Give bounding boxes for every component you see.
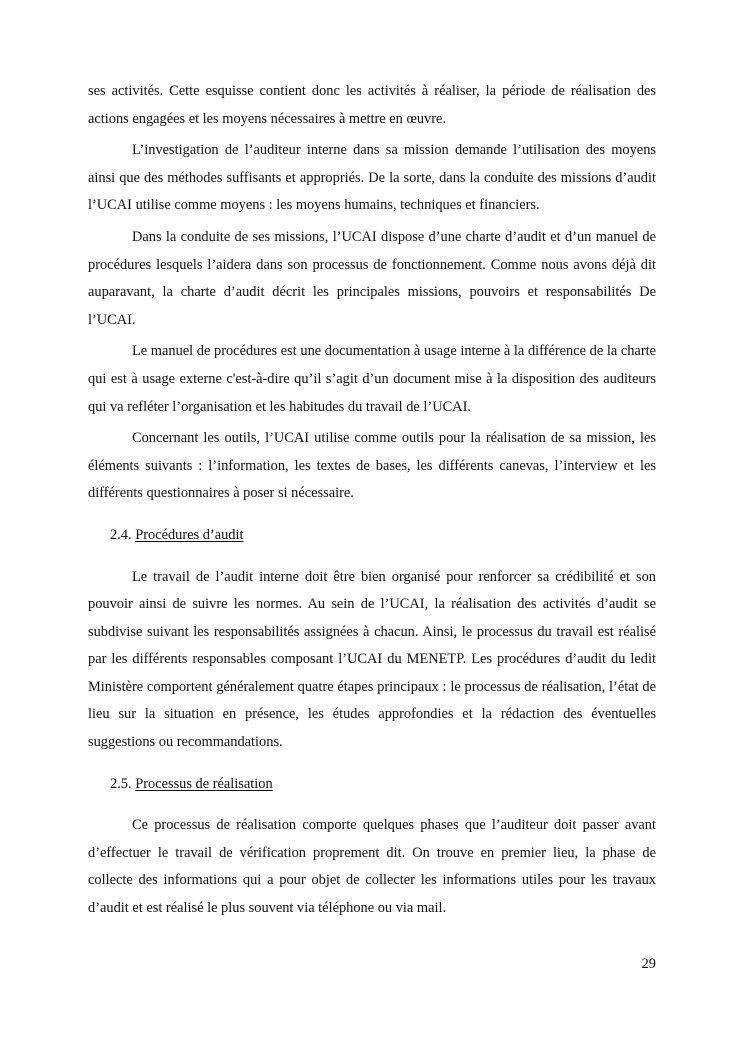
page-body (88, 78, 656, 923)
section-heading-2-5 (88, 771, 656, 799)
paragraph-manuel-procedures: Le manuel de procédures est une documentation à usage interne à la différence de la charte qui est à usage externe c'est-à-dire qu’il s’agit d’un document mise à la disposition des auditeurs qui va refléter l’organisation et les habitudes du travail de l’UCAI. (88, 343, 656, 415)
section-title: Procédures d’audit (135, 526, 244, 543)
page-number: 29 (641, 956, 656, 972)
paragraph-investigation: L’investigation de l’auditeur interne dans sa mission demande l’utilisation des moyens ainsi que des méthodes suffisants et appropriés. De la sorte, dans la conduite des missions d’audit l’UCAI utilise comme moyens : les moyens humains, techniques et financiers. (88, 142, 656, 214)
paragraph-charte-audit: Dans la conduite de ses missions, l’UCAI dispose d’une charte d’audit et d’un manuel de procédures lesquels l’aidera dans son processus de fonctionnement. Comme nous avons déjà dit auparavant, la charte d’audit décrit les principales missions, pouvoirs et responsabilités De l’UCAI. (88, 228, 656, 328)
section-heading-2-4 (88, 522, 656, 550)
section-number: 2.5. (110, 775, 132, 792)
paragraph-outils: Concernant les outils, l’UCAI utilise comme outils pour la réalisation de sa mission, les éléments suivants : l’information, les textes de bases, les différents canevas, l’interview et les différents questionnaires à poser si nécessaire. (88, 430, 656, 502)
paragraph-processus-realisation: Ce processus de réalisation comporte quelques phases que l’auditeur doit passer avant d’effectuer le travail de vérification proprement dit. On trouve en premier lieu, la phase de collecte des informations qui a pour objet de collecter les informations utiles pour les travaux d’audit et est réalisé le plus souvent via téléphone ou via mail. (88, 817, 656, 917)
paragraph-intro-continuation: ses activités. Cette esquisse contient donc les activités à réaliser, la période de réalisation des actions engagées et les moyens nécessaires à mettre en œuvre. (88, 83, 656, 127)
section-number: 2.4. (110, 526, 132, 543)
section-title: Processus de réalisation (135, 775, 273, 792)
paragraph-procedures-audit: Le travail de l’audit interne doit être bien organisé pour renforcer sa crédibilité et son pouvoir ainsi de suivre les normes. Au sein de l’UCAI, la réalisation des activités d’audit se subdivise suivant les responsabilités assignées à chacun. Ainsi, le processus du travail est réalisé par les différents responsables composant l’UCAI du MENETP. Les procédures d’audit du ledit Ministère comportent généralement quatre étapes principaux : le processus de réalisation, l’état de lieu sur la situation en présence, les études approfondies et la rédaction des éventuelles suggestions ou recommandations. (88, 568, 656, 751)
